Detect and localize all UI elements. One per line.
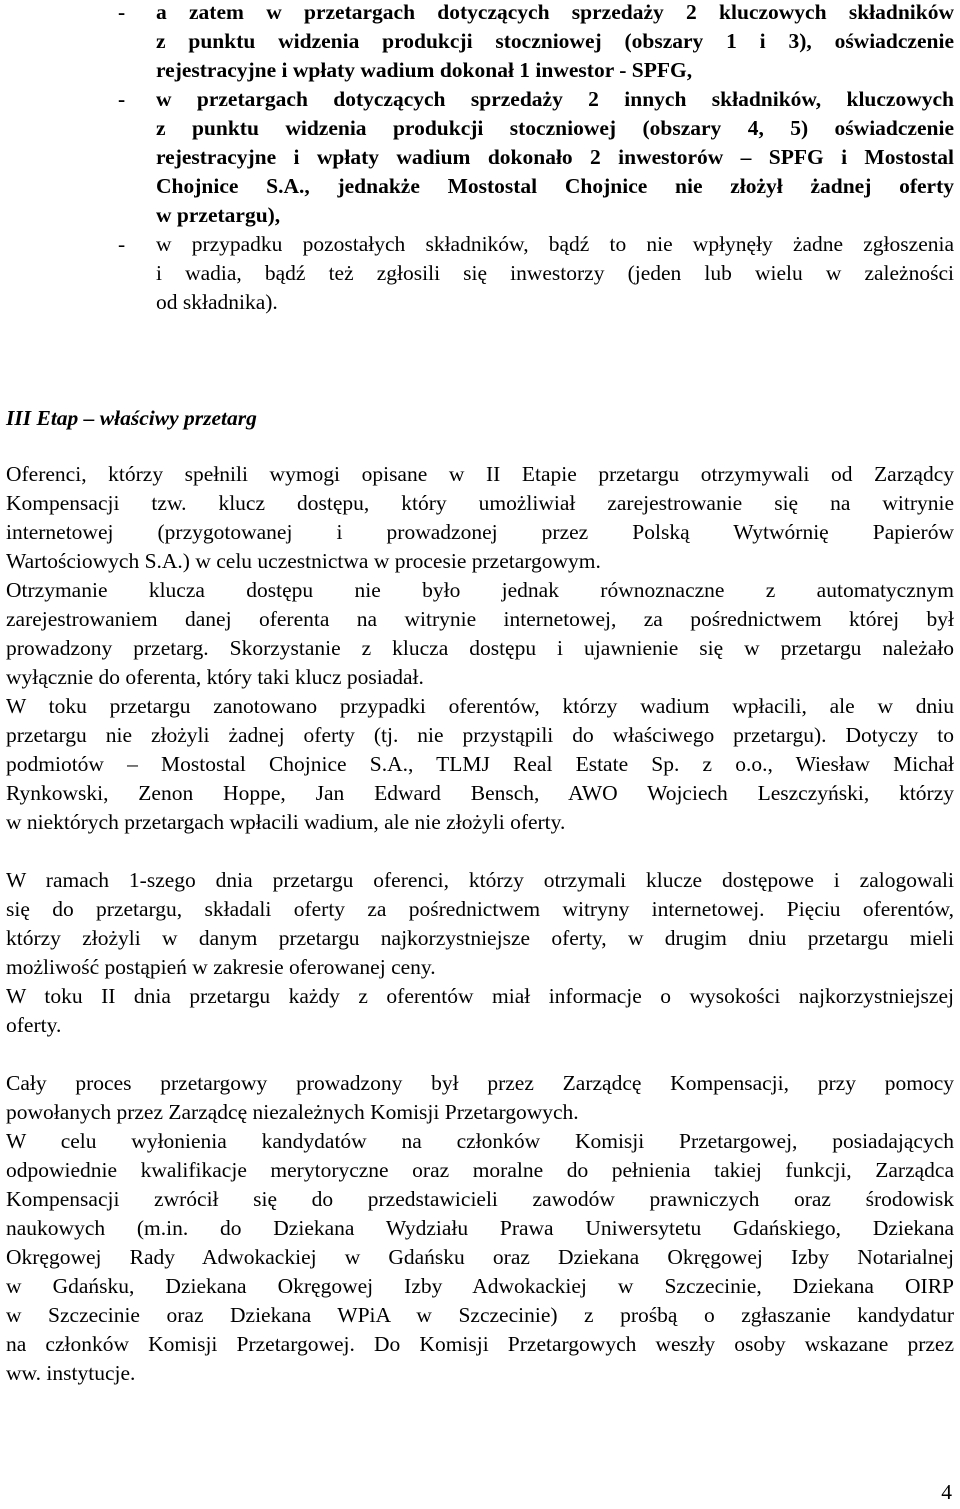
- section-heading: III Etap – właściwy przetarg: [6, 406, 257, 430]
- paragraph-2: [6, 576, 954, 692]
- bullet-dash: -: [118, 87, 126, 111]
- text-line: wyłącznie do oferenta, który taki klucz posiadał.: [6, 665, 424, 689]
- text-line: Okręgowej Rady Adwokackiej w Gdańsku oraz Dziekana Okręgowej Izby Notarialnej: [6, 1245, 954, 1269]
- text-line: a zatem w przetargach dotyczących sprzedaży 2 kluczowych składników: [156, 0, 954, 24]
- paragraph-1: [6, 460, 954, 576]
- bullet-item-3: [0, 230, 960, 317]
- paragraph-4: [6, 866, 954, 982]
- text-line: internetowej (przygotowanej i prowadzonej przez Polską Wytwórnię Papierów: [6, 520, 954, 544]
- paragraph-3: [6, 692, 954, 837]
- text-line: rejestracyjne i wpłaty wadium dokonał 1 inwestor - SPFG,: [156, 58, 693, 82]
- text-line: i wadia, bądź też zgłosili się inwestorzy (jeden lub wielu w zależności: [156, 261, 954, 285]
- text-line: Chojnice S.A., jednakże Mostostal Chojnice nie złożył żadnej oferty: [156, 174, 954, 198]
- text-line: w Szczecinie oraz Dziekana WPiA w Szczecinie) z prośbą o zgłaszanie kandydatur: [6, 1303, 954, 1327]
- text-line: w przypadku pozostałych składników, bądź to nie wpłynęły żadne zgłoszenia: [156, 232, 954, 256]
- text-line: naukowych (m.in. do Dziekana Wydziału Prawa Uniwersytetu Gdańskiego, Dziekana: [6, 1216, 954, 1240]
- text-line: którzy złożyli w danym przetargu najkorzystniejsze oferty, w drugim dniu przetargu mieli: [6, 926, 954, 950]
- text-line: możliwość postąpień w zakresie oferowanej ceny.: [6, 955, 436, 979]
- text-line: przetargu nie złożyli żadnej oferty (tj. nie przystąpili do właściwego przetargu). Dotyczy to: [6, 723, 954, 747]
- text-line: w przetargu),: [156, 203, 281, 227]
- text-line: Kompensacji tzw. klucz dostępu, który umożliwiał zarejestrowanie się na witrynie: [6, 491, 954, 515]
- text-line: w Gdańsku, Dziekana Okręgowej Izby Adwokackiej w Szczecinie, Dziekana OIRP: [6, 1274, 954, 1298]
- text-line: Wartościowych S.A.) w celu uczestnictwa w procesie przetargowym.: [6, 549, 601, 573]
- text-line: zarejestrowaniem danej oferenta na witrynie internetowej, za pośrednictwem której był: [6, 607, 954, 631]
- bullet-dash: -: [118, 0, 126, 24]
- text-line: Oferenci, którzy spełnili wymogi opisane w II Etapie przetargu otrzymywali od Zarządcy: [6, 462, 954, 486]
- text-line: rejestracyjne i wpłaty wadium dokonało 2 inwestorów – SPFG i Mostostal: [156, 145, 954, 169]
- page-number: 4: [941, 1480, 952, 1504]
- text-line: z punktu widzenia produkcji stoczniowej (obszary 4, 5) oświadczenie: [156, 116, 954, 140]
- text-line: W celu wyłonienia kandydatów na członków Komisji Przetargowej, posiadających: [6, 1129, 954, 1153]
- bullet-list: [0, 0, 960, 317]
- text-line: prowadzony przetarg. Skorzystanie z klucza dostępu i ujawnienie się w przetargu należało: [6, 636, 954, 660]
- bullet-dash: -: [118, 232, 126, 256]
- text-line: Kompensacji zwrócił się do przedstawicieli zawodów prawniczych oraz środowisk: [6, 1187, 954, 1211]
- bullet-item-2: [0, 85, 960, 230]
- text-line: oferty.: [6, 1013, 62, 1037]
- text-line: z punktu widzenia produkcji stoczniowej (obszary 1 i 3), oświadczenie: [156, 29, 954, 53]
- text-line: W ramach 1-szego dnia przetargu oferenci, którzy otrzymali klucze dostępowe i zalogowali: [6, 868, 954, 892]
- text-line: W toku przetargu zanotowano przypadki oferentów, którzy wadium wpłacili, ale w dniu: [6, 694, 954, 718]
- text-line: Otrzymanie klucza dostępu nie było jednak równoznaczne z automatycznym: [6, 578, 954, 602]
- paragraph-5: [6, 982, 954, 1040]
- paragraph-6: [6, 1069, 954, 1127]
- text-line: ww. instytucje.: [6, 1361, 136, 1385]
- text-line: się do przetargu, składali oferty za pośrednictwem witryny internetowej. Pięciu oferentów,: [6, 897, 954, 921]
- text-line: Rynkowski, Zenon Hoppe, Jan Edward Bensch, AWO Wojciech Leszczyński, którzy: [6, 781, 954, 805]
- text-line: w przetargach dotyczących sprzedaży 2 innych składników, kluczowych: [156, 87, 954, 111]
- text-line: powołanych przez Zarządcę niezależnych Komisji Przetargowych.: [6, 1100, 579, 1124]
- text-line: w niektórych przetargach wpłacili wadium, ale nie złożyli oferty.: [6, 810, 566, 834]
- text-line: od składnika).: [156, 290, 278, 314]
- text-line: odpowiednie kwalifikacje merytoryczne oraz moralne do pełnienia takiej funkcji, Zarządca: [6, 1158, 954, 1182]
- text-line: Cały proces przetargowy prowadzony był przez Zarządcę Kompensacji, przy pomocy: [6, 1071, 954, 1095]
- paragraph-7: [6, 1127, 954, 1388]
- bullet-item-1: [0, 0, 960, 85]
- text-line: W toku II dnia przetargu każdy z oferentów miał informacje o wysokości najkorzystniejszej: [6, 984, 954, 1008]
- text-line: na członków Komisji Przetargowej. Do Komisji Przetargowych weszły osoby wskazane przez: [6, 1332, 954, 1356]
- text-line: podmiotów – Mostostal Chojnice S.A., TLMJ Real Estate Sp. z o.o., Wiesław Michał: [6, 752, 954, 776]
